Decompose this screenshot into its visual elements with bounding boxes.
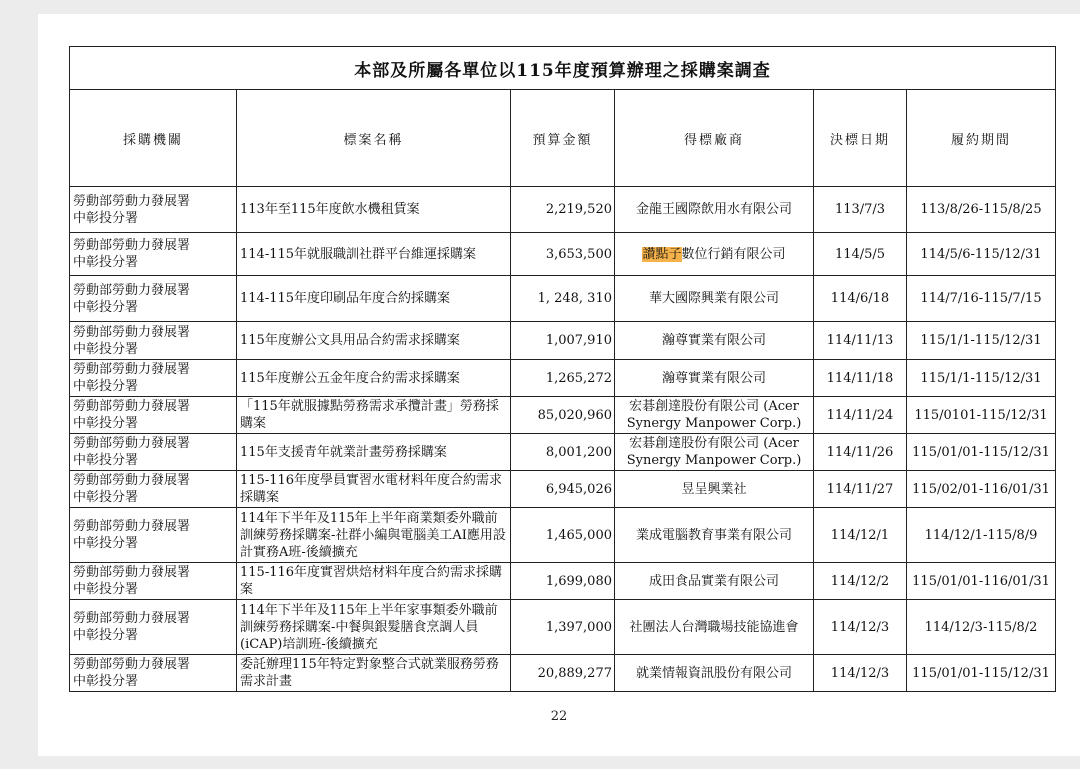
agency-cell — [70, 434, 237, 471]
tender-name-cell: 115-116年度實習烘焙材料年度合約需求採購案 — [237, 563, 511, 600]
agency-cell — [70, 187, 237, 233]
contract-period-cell: 115/1/1-115/12/31 — [907, 360, 1056, 397]
agency-line-1: 勞動部勞動力發展署 — [73, 193, 191, 209]
agency-line-2: 中彰投分署 — [73, 341, 139, 357]
column-header-award-date: 決標日期 — [814, 90, 907, 187]
table-row — [70, 276, 1056, 322]
agency-line-1: 勞動部勞動力發展署 — [73, 238, 191, 253]
agency-line-2: 中彰投分署 — [73, 628, 139, 643]
contract-period-cell: 114/5/6-115/12/31 — [907, 233, 1056, 276]
budget-cell: 8,001,200 — [511, 434, 615, 471]
agency-cell — [70, 600, 237, 655]
agency-line-1: 勞動部勞動力發展署 — [73, 436, 191, 451]
award-date-cell: 114/12/1 — [814, 508, 907, 563]
budget-cell: 1, 248, 310 — [511, 276, 615, 322]
vendor-text: 成田食品實業有限公司 — [648, 573, 779, 589]
budget-cell: 6,945,026 — [511, 471, 615, 508]
agency-line-1: 勞動部勞動力發展署 — [73, 362, 191, 377]
contract-period-cell: 115/0101-115/12/31 — [907, 397, 1056, 434]
column-header-agency: 採購機關 — [70, 90, 237, 187]
table-row — [70, 655, 1056, 692]
tender-name-cell: 委託辦理115年特定對象整合式就業服務勞務需求計畫 — [237, 655, 511, 692]
column-header-winning-vendor: 得標廠商 — [615, 90, 814, 187]
budget-cell: 1,465,000 — [511, 508, 615, 563]
tender-name-cell: 115年度辦公文具用品合約需求採購案 — [237, 322, 511, 360]
contract-period-cell: 114/12/3-115/8/2 — [907, 600, 1056, 655]
tender-name-cell: 115年度辦公五金年度合約需求採購案 — [237, 360, 511, 397]
agency-cell — [70, 233, 237, 276]
agency-line-1: 勞動部勞動力發展署 — [73, 473, 191, 488]
tender-name-cell: 115-116年度學員實習水電材料年度合約需求採購案 — [237, 471, 511, 508]
vendor-text: 華大國際興業有限公司 — [648, 291, 779, 306]
column-header-contract-period: 履約期間 — [907, 90, 1056, 187]
budget-cell: 85,020,960 — [511, 397, 615, 434]
table-row — [70, 600, 1056, 655]
agency-cell — [70, 563, 237, 600]
table-row — [70, 360, 1056, 397]
column-header-tender-name: 標案名稱 — [237, 90, 511, 187]
page-number: 22 — [550, 709, 568, 724]
agency-line-2: 中彰投分署 — [73, 299, 139, 315]
agency-cell — [70, 360, 237, 397]
award-date-cell: 114/11/26 — [814, 434, 907, 471]
table-row — [70, 233, 1056, 276]
contract-period-cell: 115/01/01-115/12/31 — [907, 655, 1056, 692]
vendor-cell — [615, 655, 814, 692]
budget-cell: 3,653,500 — [511, 233, 615, 276]
vendor-cell — [615, 360, 814, 397]
tender-name-cell: 114年下半年及115年上半年家事類委外職前訓練勞務採購案-中餐與銀髮膳食烹調人員(iCAP)培訓班-後續擴充 — [237, 600, 511, 655]
vendor-cell — [615, 508, 814, 563]
contract-period-cell: 113/8/26-115/8/25 — [907, 187, 1056, 233]
vendor-text: 瀚尊實業有限公司 — [661, 370, 766, 386]
agency-line-1: 勞動部勞動力發展署 — [73, 565, 191, 580]
tender-name-cell: 114年下半年及115年上半年商業類委外職前訓練勞務採購案-社群小編與電腦美工AI應用設計實務A班-後續擴充 — [237, 508, 511, 563]
table-row — [70, 508, 1056, 563]
table-title: 本部及所屬各單位以115年度預算辦理之採購案調查 — [70, 47, 1056, 90]
agency-line-1: 勞動部勞動力發展署 — [73, 611, 191, 626]
table-row — [70, 187, 1056, 233]
contract-period-cell: 114/7/16-115/7/15 — [907, 276, 1056, 322]
agency-line-2: 中彰投分署 — [73, 210, 139, 226]
vendor-cell — [615, 563, 814, 600]
vendor-cell — [615, 434, 814, 471]
tender-name-cell: 114-115年就服職訓社群平台維運採購案 — [237, 233, 511, 276]
award-date-cell: 114/12/3 — [814, 600, 907, 655]
vendor-highlight: 讚點子 — [642, 246, 682, 262]
tender-name-cell: 114-115年度印刷品年度合約採購案 — [237, 276, 511, 322]
award-date-cell: 114/12/2 — [814, 563, 907, 600]
agency-line-2: 中彰投分署 — [73, 453, 139, 468]
budget-cell: 2,219,520 — [511, 187, 615, 233]
budget-cell: 1,397,000 — [511, 600, 615, 655]
award-date-cell: 114/12/3 — [814, 655, 907, 692]
tender-name-cell: 113年至115年度飲水機租賃案 — [237, 187, 511, 233]
agency-cell — [70, 397, 237, 434]
agency-cell — [70, 471, 237, 508]
agency-cell — [70, 508, 237, 563]
contract-period-cell: 115/01/01-115/12/31 — [907, 434, 1056, 471]
vendor-text: 社團法人台灣職場技能協進會 — [629, 619, 799, 635]
agency-line-1: 勞動部勞動力發展署 — [73, 657, 191, 672]
vendor-text-tail: 數位行銷有限公司 — [681, 246, 786, 262]
award-date-cell: 114/11/27 — [814, 471, 907, 508]
agency-line-2: 中彰投分署 — [73, 379, 139, 394]
table-row — [70, 563, 1056, 600]
agency-line-1: 勞動部勞動力發展署 — [73, 282, 191, 298]
budget-cell: 1,007,910 — [511, 322, 615, 360]
contract-period-cell: 115/1/1-115/12/31 — [907, 322, 1056, 360]
vendor-cell — [615, 471, 814, 508]
award-date-cell: 113/7/3 — [814, 187, 907, 233]
award-date-cell: 114/5/5 — [814, 233, 907, 276]
agency-line-2: 中彰投分署 — [73, 255, 139, 270]
budget-cell: 1,699,080 — [511, 563, 615, 600]
document-page — [38, 14, 1080, 756]
column-header-budget: 預算金額 — [511, 90, 615, 187]
procurement-table — [69, 46, 1056, 692]
vendor-text: 宏碁創達股份有限公司 (Acer Synergy Manpower Corp.) — [626, 436, 802, 468]
vendor-cell — [615, 276, 814, 322]
award-date-cell: 114/6/18 — [814, 276, 907, 322]
award-date-cell: 114/11/18 — [814, 360, 907, 397]
agency-line-2: 中彰投分署 — [73, 416, 139, 431]
agency-line-2: 中彰投分署 — [73, 490, 139, 505]
agency-cell — [70, 322, 237, 360]
table-row — [70, 322, 1056, 360]
agency-line-1: 勞動部勞動力發展署 — [73, 399, 191, 414]
table-row — [70, 471, 1056, 508]
budget-cell: 20,889,277 — [511, 655, 615, 692]
vendor-text: 金龍王國際飲用水有限公司 — [635, 202, 792, 217]
vendor-cell — [615, 322, 814, 360]
vendor-text: 昱呈興業社 — [681, 481, 747, 497]
contract-period-cell: 115/01/01-116/01/31 — [907, 563, 1056, 600]
budget-cell: 1,265,272 — [511, 360, 615, 397]
agency-line-2: 中彰投分署 — [73, 674, 139, 689]
table-row — [70, 397, 1056, 434]
contract-period-cell: 114/12/1-115/8/9 — [907, 508, 1056, 563]
vendor-text: 瀚尊實業有限公司 — [661, 333, 766, 348]
vendor-cell — [615, 233, 814, 276]
contract-period-cell: 115/02/01-116/01/31 — [907, 471, 1056, 508]
vendor-cell — [615, 187, 814, 233]
agency-line-1: 勞動部勞動力發展署 — [73, 519, 191, 534]
table-body — [70, 187, 1056, 692]
vendor-text: 就業情報資訊股份有限公司 — [635, 665, 792, 681]
agency-cell — [70, 276, 237, 322]
agency-line-2: 中彰投分署 — [73, 582, 139, 597]
tender-name-cell: 「115年就服據點勞務需求承攬計畫」勞務採購案 — [237, 397, 511, 434]
vendor-cell — [615, 397, 814, 434]
award-date-cell: 114/11/13 — [814, 322, 907, 360]
tender-name-cell: 115年支援青年就業計畫勞務採購案 — [237, 434, 511, 471]
award-date-cell: 114/11/24 — [814, 397, 907, 434]
vendor-cell — [615, 600, 814, 655]
table-row — [70, 434, 1056, 471]
vendor-text: 宏碁創達股份有限公司 (Acer Synergy Manpower Corp.) — [626, 399, 802, 431]
agency-line-1: 勞動部勞動力發展署 — [73, 324, 191, 340]
vendor-text: 業成電腦教育事業有限公司 — [635, 527, 792, 543]
agency-cell — [70, 655, 237, 692]
agency-line-2: 中彰投分署 — [73, 536, 139, 551]
